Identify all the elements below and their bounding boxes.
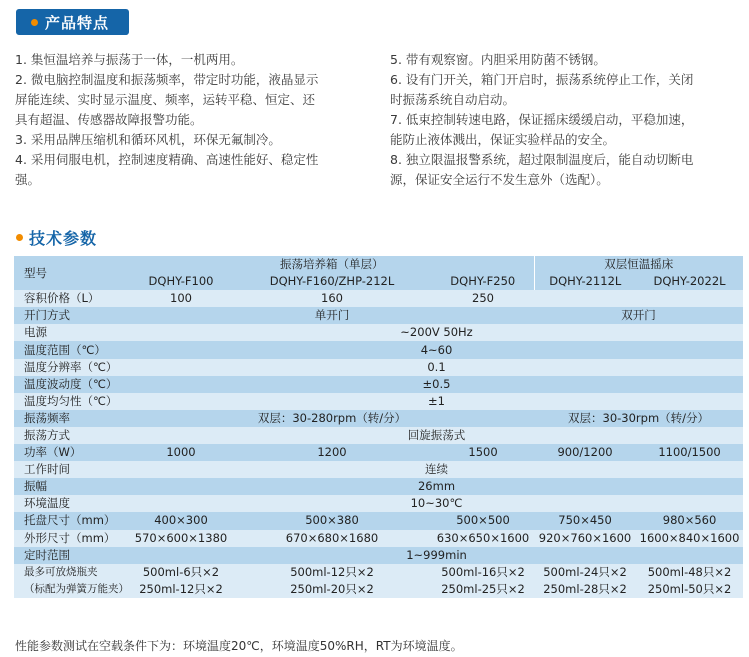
cell: 630×650×1600 xyxy=(432,530,534,547)
cell: 500ml-12只×2 xyxy=(232,564,432,581)
model-name: DQHY-F100 xyxy=(130,273,232,290)
table-row xyxy=(14,393,743,410)
row-label: 振荡频率 xyxy=(14,410,130,427)
row-label: 温度波动度（℃） xyxy=(14,376,130,393)
table-row xyxy=(14,410,743,427)
cell: 250ml-25只×2 xyxy=(432,581,534,598)
table-row xyxy=(14,495,743,512)
cell: 1~999min xyxy=(130,547,743,564)
feature-line: 6. 设有门开关，箱门开启时，振荡系统停止工作，关闭 xyxy=(390,72,694,87)
bullet-dot-icon xyxy=(31,19,38,26)
cell: 980×560 xyxy=(636,512,743,529)
feature-line: 5. 带有观察窗。内胆采用防菌不锈钢。 xyxy=(390,52,606,67)
cell: 250 xyxy=(432,290,534,307)
bullet-dot-icon xyxy=(16,234,23,241)
feature-line: 2. 微电脑控制温度和振荡频率，带定时功能，液晶显示 xyxy=(15,72,319,87)
cell: 570×600×1380 xyxy=(130,530,232,547)
feature-line: 4. 采用伺服电机，控制速度精确、高速性能好、稳定性 xyxy=(15,152,319,167)
cell: 250ml-50只×2 xyxy=(636,581,743,598)
feature-line: 屏能连续、实时显示温度、频率，运转平稳、恒定、还 xyxy=(15,92,316,107)
row-label: 定时范围 xyxy=(14,547,130,564)
model-name: DQHY-F160/ZHP-212L xyxy=(232,273,432,290)
table-row xyxy=(14,376,743,393)
table-row xyxy=(14,461,743,478)
cell: 10~30℃ xyxy=(130,495,743,512)
cell: 500ml-48只×2 xyxy=(636,564,743,581)
specs-heading xyxy=(16,226,97,249)
cell: 250ml-12只×2 xyxy=(130,581,232,598)
feature-line: 8. 独立限温报警系统，超过限制温度后，能自动切断电 xyxy=(390,152,694,167)
cell: 双层：30-280rpm（转/分） xyxy=(130,410,534,427)
cell: 0.1 xyxy=(130,359,743,376)
row-label: 温度分辨率（℃） xyxy=(14,359,130,376)
cell: 670×680×1680 xyxy=(232,530,432,547)
table-row xyxy=(14,530,743,547)
spec-table xyxy=(14,256,743,598)
table-row xyxy=(14,444,743,461)
cell: 920×760×1600 xyxy=(534,530,636,547)
table-row xyxy=(14,512,743,529)
cell: 250ml-20只×2 xyxy=(232,581,432,598)
cell: 双开门 xyxy=(534,307,743,324)
row-label: 振幅 xyxy=(14,478,130,495)
model-name: DQHY-2112L xyxy=(534,273,636,290)
row-label: 电源 xyxy=(14,324,130,341)
features-left-column xyxy=(15,50,367,190)
table-header-row xyxy=(14,256,743,273)
feature-line: 3. 采用品牌压缩机和循环风机，环保无氟制冷。 xyxy=(15,132,281,147)
table-row xyxy=(14,307,743,324)
group-double-layer: 双层恒温摇床 xyxy=(534,256,743,273)
cell: 500ml-16只×2 xyxy=(432,564,534,581)
feature-line: 源，保证安全运行不发生意外（选配）。 xyxy=(390,172,609,187)
row-label: 容积价格（L） xyxy=(14,290,130,307)
cell: ±1 xyxy=(130,393,743,410)
table-row xyxy=(14,359,743,376)
group-single-layer: 振荡培养箱（单层） xyxy=(130,256,534,273)
cell: ~200V 50Hz xyxy=(130,324,743,341)
cell: 400×300 xyxy=(130,512,232,529)
cell: 250ml-28只×2 xyxy=(534,581,636,598)
model-name: DQHY-F250 xyxy=(432,273,534,290)
row-label: 工作时间 xyxy=(14,461,130,478)
table-row xyxy=(14,564,743,581)
cell: 回旋振荡式 xyxy=(130,427,743,444)
cell: 750×450 xyxy=(534,512,636,529)
row-label: 开门方式 xyxy=(14,307,130,324)
cell: 100 xyxy=(130,290,232,307)
row-label: 最多可放烧瓶夹 xyxy=(14,564,130,581)
table-row xyxy=(14,341,743,358)
cell: 500ml-24只×2 xyxy=(534,564,636,581)
specs-title: 技术参数 xyxy=(29,229,98,248)
feature-line: 7. 低束控制转速电路，保证摇床缓缓启动，平稳加速， xyxy=(390,112,694,127)
cell: 1500 xyxy=(432,444,534,461)
cell: 900/1200 xyxy=(534,444,636,461)
table-row xyxy=(14,581,743,598)
row-label: 振荡方式 xyxy=(14,427,130,444)
feature-line: 1. 集恒温培养与振荡于一体，一机两用。 xyxy=(15,52,244,67)
cell: 单开门 xyxy=(130,307,534,324)
table-row xyxy=(14,290,743,307)
cell-empty xyxy=(534,290,743,307)
feature-line: 具有超温、传感器故障报警功能。 xyxy=(15,112,203,127)
table-row xyxy=(14,478,743,495)
table-row xyxy=(14,324,743,341)
row-label: 温度均匀性（℃） xyxy=(14,393,130,410)
row-label: （标配为弹簧万能夹） xyxy=(14,581,130,598)
cell: 160 xyxy=(232,290,432,307)
cell: 500×380 xyxy=(232,512,432,529)
model-label: 型号 xyxy=(14,256,130,290)
cell: 1100/1500 xyxy=(636,444,743,461)
table-row xyxy=(14,547,743,564)
row-label: 外形尺寸（mm） xyxy=(14,530,130,547)
model-name: DQHY-2022L xyxy=(636,273,743,290)
row-label: 功率（W） xyxy=(14,444,130,461)
footnote: 性能参数测试在空载条件下为：环境温度20℃，环境温度50%RH，RT为环境温度。 xyxy=(15,639,463,653)
table-row xyxy=(14,427,743,444)
row-label: 环境温度 xyxy=(14,495,130,512)
cell: 连续 xyxy=(130,461,743,478)
cell: 1200 xyxy=(232,444,432,461)
cell: 26mm xyxy=(130,478,743,495)
cell: 双层：30-30rpm（转/分） xyxy=(534,410,743,427)
cell: 1600×840×1600 xyxy=(636,530,743,547)
row-label: 托盘尺寸（mm） xyxy=(14,512,130,529)
feature-line: 能防止液体溅出，保证实验样品的安全。 xyxy=(390,132,616,147)
cell: 500×500 xyxy=(432,512,534,529)
features-title: 产品特点 xyxy=(45,13,110,32)
cell: 500ml-6只×2 xyxy=(130,564,232,581)
features-banner xyxy=(16,9,129,35)
row-label: 温度范围（℃） xyxy=(14,341,130,358)
cell: 1000 xyxy=(130,444,232,461)
features-right-column xyxy=(390,50,742,190)
feature-line: 强。 xyxy=(15,172,41,187)
feature-line: 时振荡系统自动启动。 xyxy=(390,92,516,107)
cell: 4~60 xyxy=(130,341,743,358)
cell: ±0.5 xyxy=(130,376,743,393)
